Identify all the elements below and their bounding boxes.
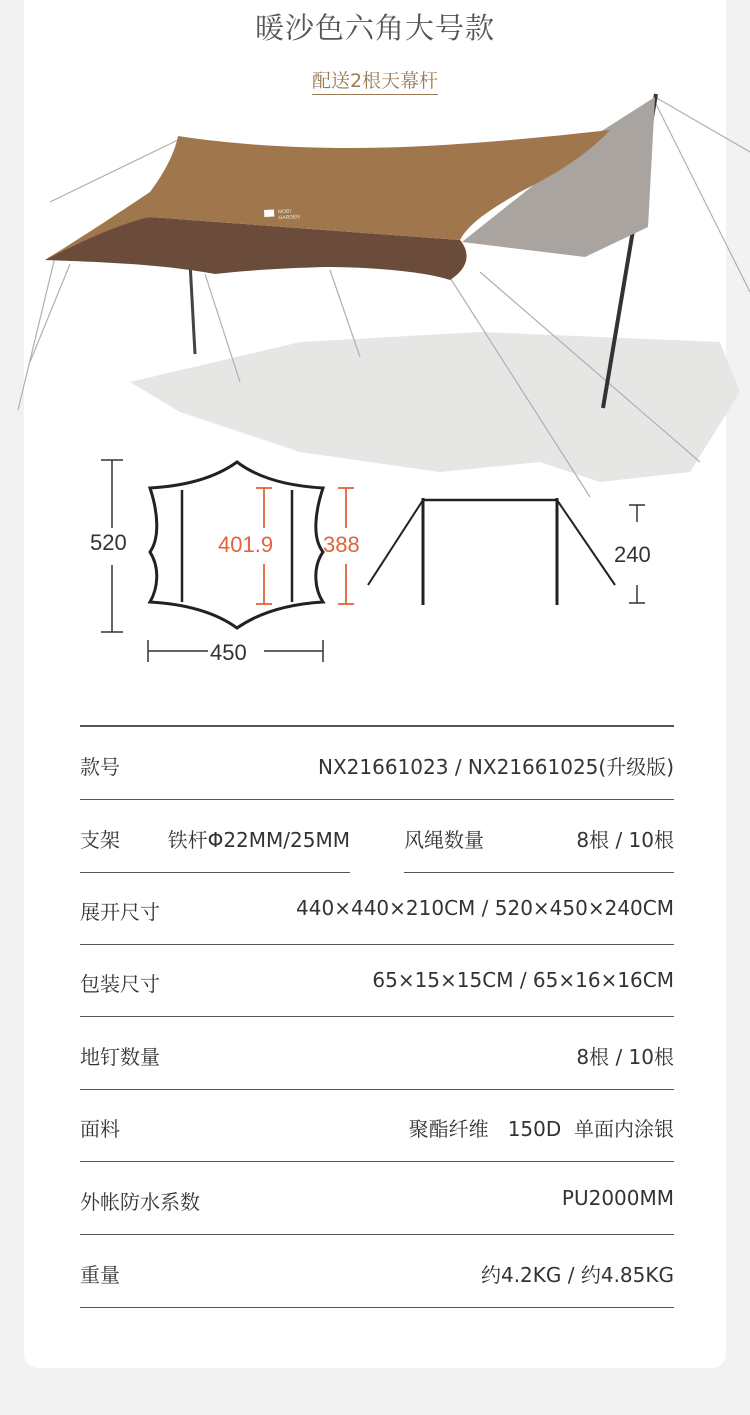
spec-label: 重量 [80, 1263, 120, 1287]
spec-row-stakes [80, 1017, 674, 1090]
spec-value: 65×15×15CM / 65×16×16CM [372, 968, 674, 992]
spec-label: 款号 [80, 755, 120, 779]
logo-text-1: MOBI [277, 208, 292, 216]
subtitle [0, 66, 750, 93]
spec-value: 8根 / 10根 [576, 828, 674, 852]
spec-label: 支架 [80, 828, 120, 852]
spec-row-rope [404, 800, 674, 873]
height-label: 520 [90, 530, 127, 555]
spec-value: 聚酯纤维 150D 单面内涂银 [408, 1117, 674, 1141]
spec-row-frame [80, 800, 350, 873]
logo-text-2: GARDEN [278, 214, 300, 222]
spec-value: 约4.2KG / 约4.85KG [480, 1263, 674, 1287]
dimension-diagram [0, 440, 750, 680]
spec-label: 地钉数量 [80, 1045, 160, 1069]
side-view [368, 498, 615, 605]
spec-value: PU2000MM [561, 1186, 674, 1210]
spec-label: 面料 [80, 1117, 120, 1141]
spec-row-weight [80, 1235, 674, 1308]
spec-label: 外帐防水系数 [80, 1190, 200, 1214]
spec-row-pack-size [80, 944, 674, 1017]
spec-value: 440×440×210CM / 520×450×240CM [296, 896, 674, 920]
spec-value: 铁杆Φ22MM/25MM [167, 828, 350, 852]
spec-row-waterproof [80, 1162, 674, 1235]
pole-height-label: 240 [614, 542, 651, 567]
inner-width-label: 401.9 [218, 532, 274, 557]
spec-label: 包装尺寸 [80, 972, 160, 996]
spec-value: 8根 / 10根 [576, 1045, 674, 1069]
width-label: 450 [210, 640, 247, 665]
spec-row-fabric [80, 1089, 674, 1162]
subtitle-text: 配送2根天幕杆 [312, 70, 438, 95]
spec-label: 展开尺寸 [80, 900, 160, 924]
spec-label: 风绳数量 [404, 828, 484, 852]
spec-row-model [80, 727, 674, 800]
page-title: 暖沙色六角大号款 [254, 11, 495, 45]
spec-row-open-size [80, 872, 674, 945]
spec-value: NX21661023 / NX21661025(升级版) [318, 755, 674, 779]
inner-height-label: 388 [323, 532, 360, 557]
left-pole [190, 262, 195, 354]
